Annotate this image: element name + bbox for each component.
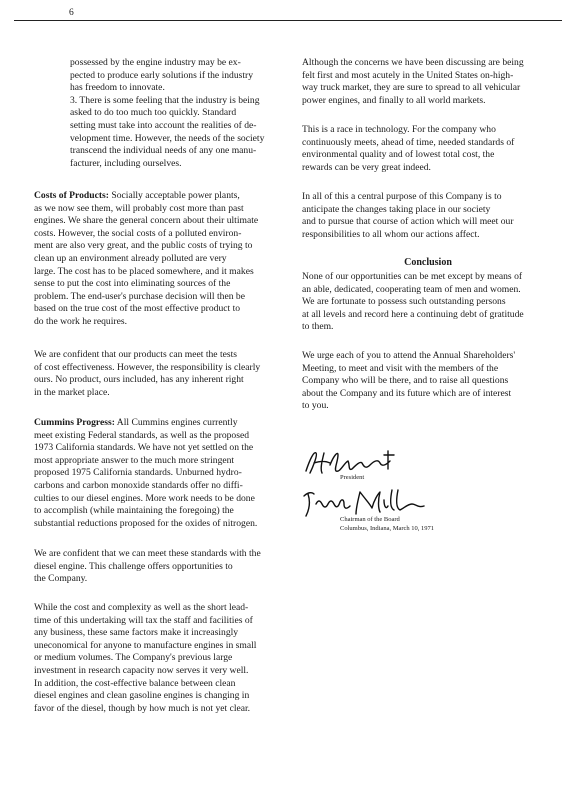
text-line: 3. There is some feeling that the industry is being bbox=[70, 94, 260, 106]
text-line: meet existing Federal standards, as well as the proposed bbox=[34, 429, 250, 441]
urge-paragraph bbox=[302, 350, 554, 413]
concerns-paragraph bbox=[302, 57, 554, 107]
text-line: We are confident that our products can meet the tests bbox=[34, 349, 238, 360]
text-line: to accomplish (while maintaining the foregoing) the bbox=[34, 505, 234, 517]
diesel-paragraph bbox=[34, 548, 296, 586]
text-line: favor of the diesel, though by how much is not yet clear. bbox=[34, 702, 251, 714]
text-line: proposed 1975 California standards. Unburned hydro- bbox=[34, 467, 242, 479]
chairman-title: Chairman of the Board bbox=[340, 516, 400, 523]
president-title: President bbox=[340, 474, 365, 481]
text-line: or medium volumes. The Company's previous large bbox=[34, 652, 233, 664]
text-line: any business, these same factors make it increasingly bbox=[34, 627, 239, 639]
text-line bbox=[34, 417, 296, 430]
progress-paragraph bbox=[34, 417, 296, 530]
text-line: felt first and most acutely in the United States on-high- bbox=[302, 69, 514, 81]
text-line: environmental quality and of lowest total cost, the bbox=[302, 149, 495, 161]
text-line: Although the concerns we have been discussing are being bbox=[302, 57, 524, 68]
text-line: While the cost and complexity as well as the short lead- bbox=[34, 602, 249, 613]
text-line: carbons and carbon monoxide standards offer no diffi- bbox=[34, 479, 243, 491]
page-number: 6 bbox=[69, 8, 74, 18]
text-line: sense to put the cost into eliminating sources of the bbox=[34, 278, 231, 290]
conclusion-heading: Conclusion bbox=[404, 257, 452, 268]
text-line: facturer, including ourselves. bbox=[70, 157, 182, 169]
text-line: Company who will be there, and to raise all questions bbox=[302, 375, 509, 387]
conclusion-paragraph bbox=[302, 271, 554, 334]
text-line: power engines, and finally to all world markets. bbox=[302, 94, 486, 106]
text-line: at all levels and record here a continuing debt of gratitude bbox=[302, 308, 524, 320]
text-line: In all of this a central purpose of this Company is to bbox=[302, 191, 502, 202]
text-line: rewards can be very great indeed. bbox=[302, 161, 431, 173]
text-line: diesel engine. This challenge offers opportunities to bbox=[34, 560, 233, 572]
text-line: problem. The end-user's purchase decision will then be bbox=[34, 290, 245, 302]
text-line: as we now see them, will probably cost more than past bbox=[34, 202, 244, 214]
text-line: responsibilities to all whom our actions affect. bbox=[302, 228, 480, 240]
text-line: Meeting, to meet and visit with the members of the bbox=[302, 362, 499, 374]
chairman-signature bbox=[300, 486, 430, 520]
text-line bbox=[34, 190, 296, 203]
text-line: We urge each of you to attend the Annual Shareholders' bbox=[302, 350, 516, 361]
costs-paragraph bbox=[34, 190, 296, 329]
text-line: investment in research capacity now serves it very well. bbox=[34, 664, 249, 676]
text-line: and to pursue that course of action which will meet our bbox=[302, 216, 514, 228]
text-line: an able, dedicated, cooperating team of men and women. bbox=[302, 283, 521, 295]
text-line: ment are also very great, and the public costs of trying to bbox=[34, 240, 253, 252]
top-rule bbox=[14, 20, 562, 21]
text-line: We are fortunate to possess such outstanding persons bbox=[302, 296, 506, 308]
text-line: large. The cost has to be placed somewhere, and it makes bbox=[34, 265, 254, 277]
text-line: anticipate the changes taking place in our society bbox=[302, 203, 491, 215]
text-line: pected to produce early solutions if the industry bbox=[70, 69, 254, 81]
text-line: costs. However, the social costs of a polluted environ- bbox=[34, 227, 242, 239]
place-date: Columbus, Indiana, March 10, 1971 bbox=[340, 525, 435, 532]
text-line: uneconomical for anyone to manufacture engines in small bbox=[34, 639, 257, 651]
text-line: in the market place. bbox=[34, 386, 110, 398]
text-line: velopment time. However, the needs of the society bbox=[70, 132, 265, 144]
text-line: setting must take into account the realities of de- bbox=[70, 119, 257, 131]
intro-paragraph bbox=[70, 57, 332, 170]
text-line: about the Company and its future which are of interest bbox=[302, 387, 512, 399]
complexity-paragraph bbox=[34, 602, 296, 715]
text-line: engines. We share the general concern about their ultimate bbox=[34, 215, 259, 227]
text-line: 1973 California standards. We have not yet settled on the bbox=[34, 442, 254, 454]
text-line: culties to our diesel engines. More work needs to be done bbox=[34, 492, 255, 504]
text-line: continuously meets, ahead of time, needed standards of bbox=[302, 136, 515, 148]
text-line: time of this undertaking will tax the staff and facilities of bbox=[34, 614, 253, 626]
text-line: transcend the individual needs of any one manu- bbox=[70, 145, 257, 157]
text-line: asked to do too much too quickly. Standard bbox=[70, 107, 237, 119]
text-line: We are confident that we can meet these standards with the bbox=[34, 548, 261, 559]
race-paragraph bbox=[302, 124, 554, 174]
text-line: substantial reductions proposed for the oxides of nitrogen. bbox=[34, 517, 258, 529]
text-line: do the work he requires. bbox=[34, 315, 127, 327]
confident-paragraph bbox=[34, 349, 296, 399]
progress-heading: Cummins Progress: bbox=[34, 417, 115, 428]
text-line: clean up an environment already polluted are very bbox=[34, 252, 227, 264]
text-line: In addition, the cost-effective balance between clean bbox=[34, 677, 236, 689]
costs-heading: Costs of Products: bbox=[34, 190, 109, 201]
text-line: None of our opportunities can be met except by means of bbox=[302, 271, 523, 282]
text-line: diesel engines and clean gasoline engines is changing in bbox=[34, 690, 250, 702]
progress-first-line: All Cummins engines currently bbox=[114, 417, 238, 428]
text-line: ours. No product, ours included, has any inherent right bbox=[34, 374, 244, 386]
text-line: of cost effectiveness. However, the responsibility is clearly bbox=[34, 361, 261, 373]
costs-first-line: Socially acceptable power plants, bbox=[108, 190, 240, 201]
text-line: the Company. bbox=[34, 573, 88, 585]
purpose-paragraph bbox=[302, 191, 554, 241]
text-line: possessed by the engine industry may be ex- bbox=[70, 57, 241, 68]
text-line: to them. bbox=[302, 321, 334, 333]
text-line: based on the true cost of the most effective product to bbox=[34, 303, 241, 315]
text-line: This is a race in technology. For the company who bbox=[302, 124, 496, 135]
text-line: has freedom to innovate. bbox=[70, 82, 165, 94]
text-line: to you. bbox=[302, 400, 329, 412]
text-line: way truck market, they are sure to spread to all vehicular bbox=[302, 82, 521, 94]
text-line: most appropriate answer to the much more stringent bbox=[34, 454, 235, 466]
